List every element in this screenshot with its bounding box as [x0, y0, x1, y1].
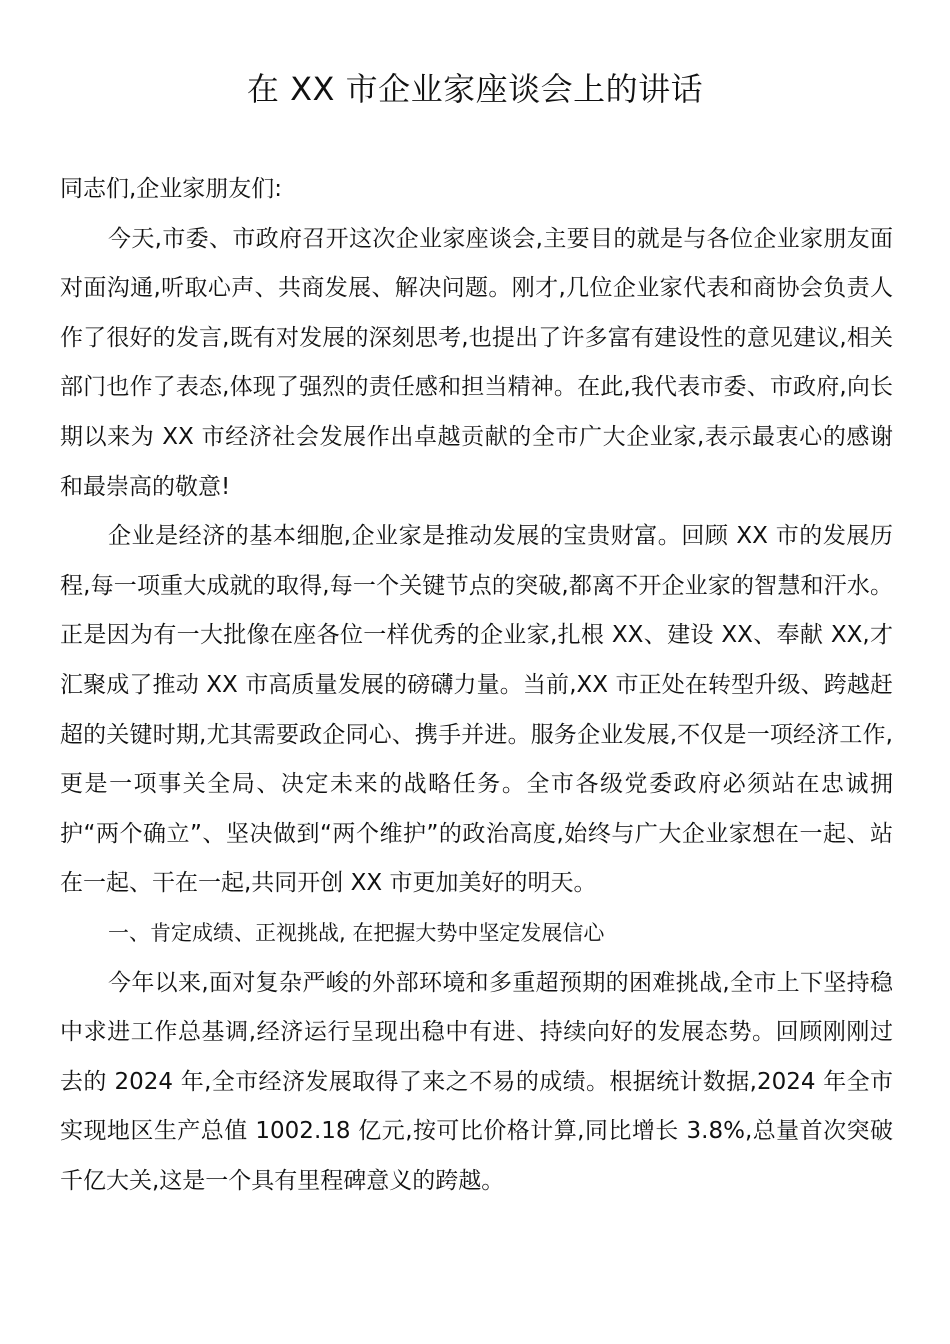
body-paragraph-1: 今天,市委、市政府召开这次企业家座谈会,主要目的就是与各位企业家朋友面对面沟通,听取心声、共商发展、解决问题。刚才,几位企业家代表和商协会负责人作了很好的发言,既有对发展的深刻思考,也提出了许多富有建设性的意见建议,相关部门也作了表态,体现了强烈的责任感和担当精神。在此,我代表市委、市政府,向长期以来为 XX 市经济社会发展作出卓越贡献的全市广大企业家,表示最衷心的感谢和最崇高的敬意!: [60, 225, 893, 500]
document-title: 在 XX 市企业家座谈会上的讲话: [246, 70, 704, 108]
section-paragraph-1: 今年以来,面对复杂严峻的外部环境和多重超预期的困难挑战,全市上下坚持稳中求进工作总基调,经济运行呈现出稳中有进、持续向好的发展态势。回顾刚刚过去的 2024 年,全市经济发展取得了来之不易的成绩。根据统计数据,2024 年全市实现地区生产总值 1002.18 亿元,按可比价格计算,同比增长 3.8%,总量首次突破千亿大关,这是一个具有里程碑意义的跨越。: [60, 969, 893, 1194]
document-body: [60, 165, 893, 1206]
section-heading: 一、肯定成绩、正视挑战, 在把握大势中坚定发展信心: [108, 920, 605, 945]
body-paragraph-2: 企业是经济的基本细胞,企业家是推动发展的宝贵财富。回顾 XX 市的发展历程,每一项重大成就的取得,每一个关键节点的突破,都离不开企业家的智慧和汗水。正是因为有一大批像在座各位一样优秀的企业家,扎根 XX、建设 XX、奉献 XX,才汇聚成了推动 XX 市高质量发展的磅礴力量。当前,XX 市正处在转型升级、跨越赶超的关键时期,尤其需要政企同心、携手并进。服务企业发展,不仅是一项经济工作,更是一项事关全局、决定未来的战略任务。全市各级党委政府必须站在忠诚拥护“两个确立”、坚决做到“两个维护”的政治高度,始终与广大企业家想在一起、站在一起、干在一起,共同开创 XX 市更加美好的明天。: [60, 523, 893, 897]
salutation: 同志们,企业家朋友们:: [60, 176, 283, 202]
